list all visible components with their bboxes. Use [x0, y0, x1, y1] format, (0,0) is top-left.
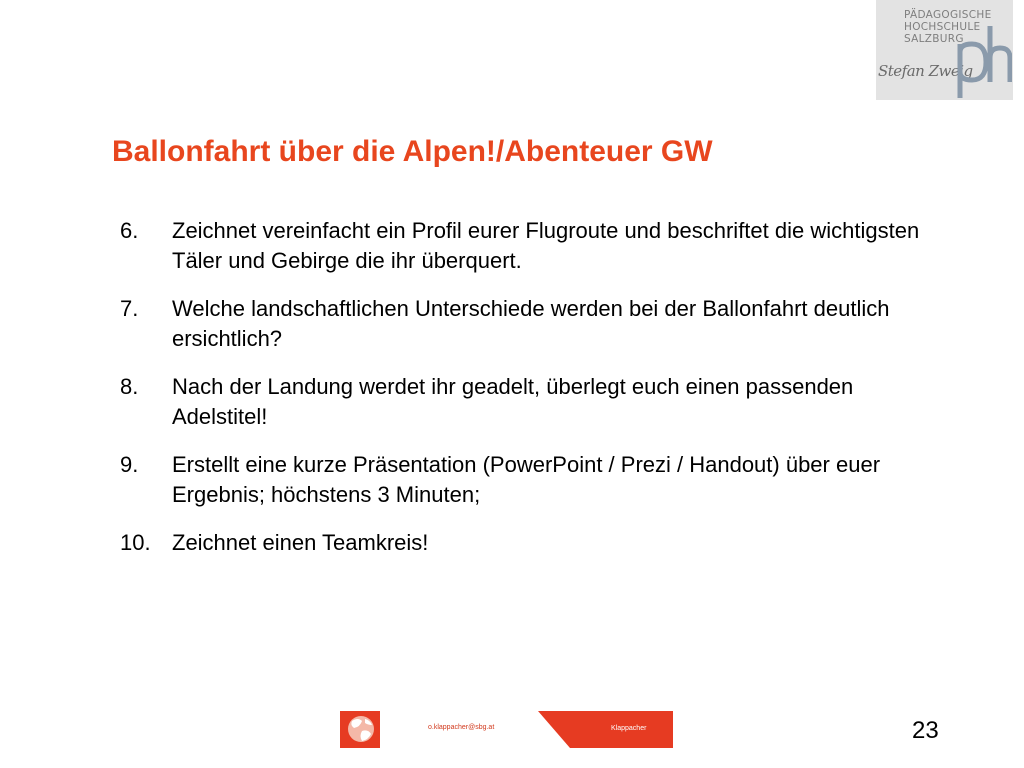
logo-line-2: HOCHSCHULE [904, 21, 981, 33]
footer-email: o.klappacher@sbg.at [428, 724, 495, 731]
list-item-text: Zeichnet einen Teamkreis! [172, 530, 429, 555]
list-item [120, 372, 920, 432]
ph-monogram-icon [954, 22, 1012, 100]
list-item-number: 8. [120, 374, 139, 399]
logo-line-3: SALZBURG [904, 33, 964, 45]
list-item-text: Erstellt eine kurze Präsentation (PowerPoint / Prezi / Handout) über euer Ergebnis; höchstens 3 Minuten; [172, 452, 881, 507]
list-item-number: 6. [120, 218, 139, 243]
school-logo [876, 0, 1013, 100]
list-item [120, 450, 920, 510]
list-item-number: 10. [120, 530, 151, 555]
logo-line-1: PÄDAGOGISCHE [904, 9, 992, 21]
logo-signature: Stefan Zweig [878, 62, 973, 80]
list-item [120, 294, 920, 354]
task-list [120, 216, 920, 576]
footer-name: Klappacher [611, 725, 647, 732]
list-item-number: 9. [120, 452, 139, 477]
slide-title: Ballonfahrt über die Alpen!/Abenteuer GW [112, 135, 713, 168]
list-item [120, 216, 920, 276]
list-item-text: Nach der Landung werdet ihr geadelt, überlegt euch einen passenden Adelstitel! [172, 374, 854, 429]
globe-icon [340, 711, 380, 748]
page-number: 23 [912, 717, 939, 744]
list-item-text: Zeichnet vereinfacht ein Profil eurer Flugroute und beschriftet die wichtigsten Täler und Gebirge die ihr überquert. [172, 218, 920, 273]
list-item-text: Welche landschaftlichen Unterschiede werden bei der Ballonfahrt deutlich ersichtlich? [172, 296, 890, 351]
list-item-number: 7. [120, 296, 139, 321]
list-item [120, 528, 920, 558]
footer-name-band [538, 711, 673, 748]
